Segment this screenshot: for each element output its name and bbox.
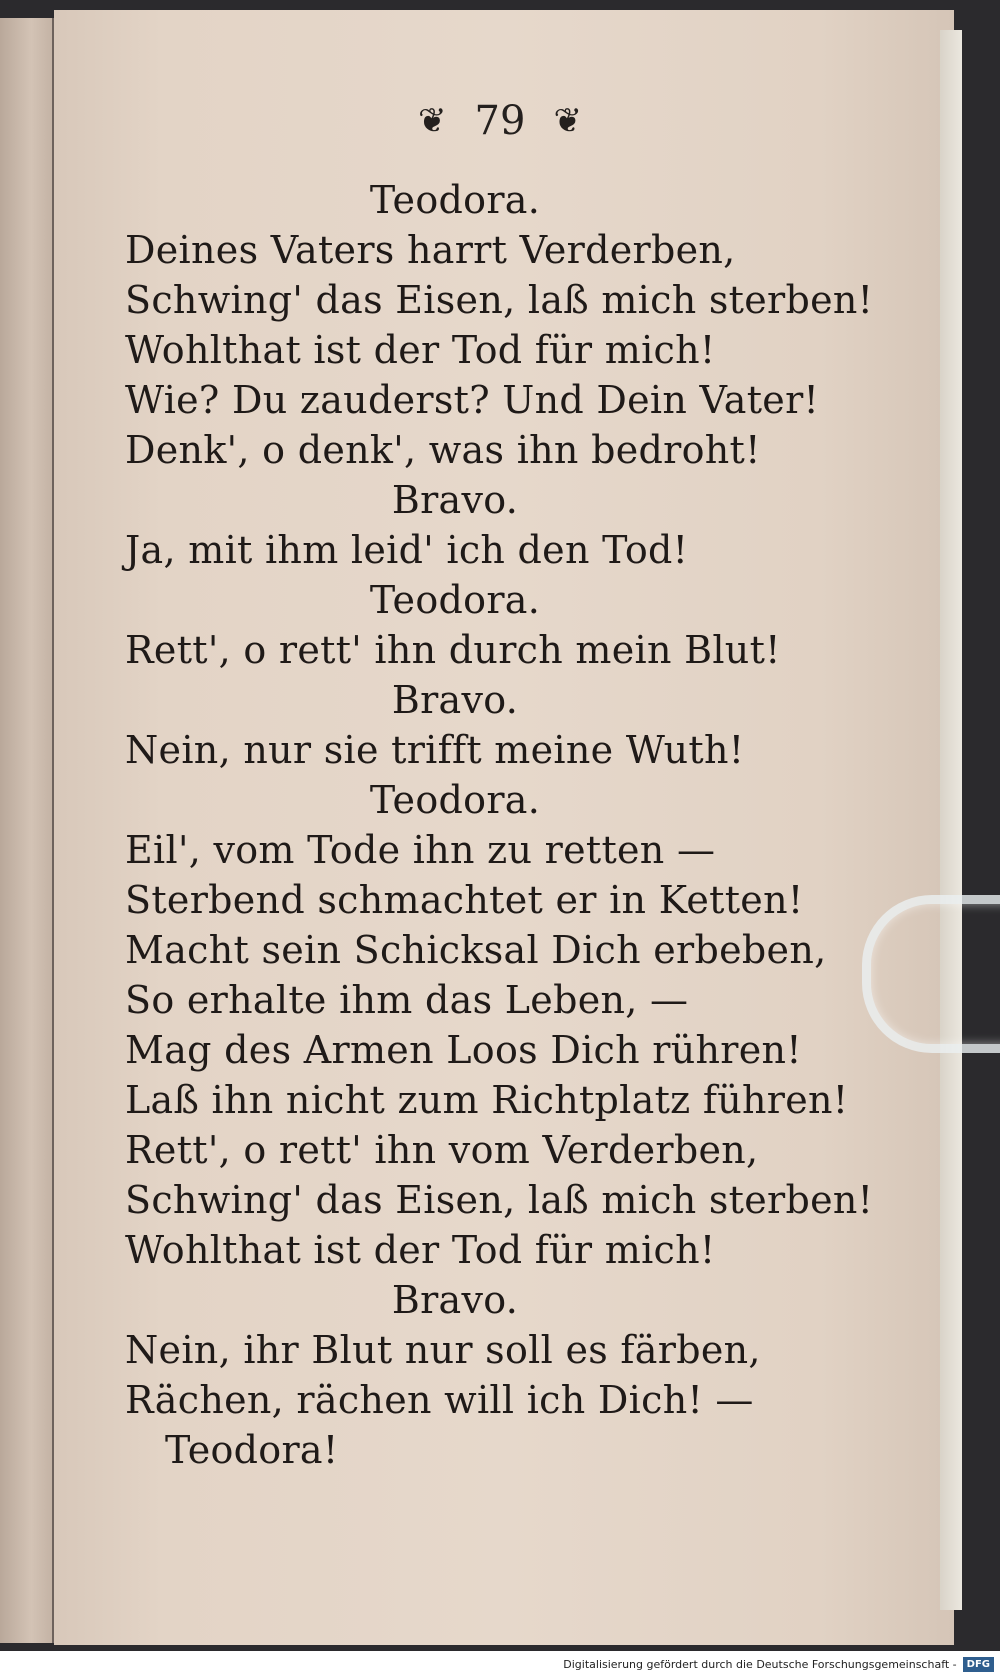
ornament-right-icon: ❦: [553, 101, 582, 141]
verse-line: Teodora!: [165, 1428, 339, 1472]
verse-line: Denk', o denk', was ihn bedroht!: [125, 428, 761, 472]
speaker-name: Bravo.: [391, 678, 519, 722]
speaker-name: Bravo.: [391, 1278, 519, 1322]
verse-line: Schwing' das Eisen, laß mich sterben!: [125, 1178, 874, 1222]
verse-line: Rett', o rett' ihn durch mein Blut!: [125, 628, 781, 672]
verse-text: [125, 175, 874, 1475]
page-number: 79: [474, 98, 526, 144]
speaker-name: Teodora.: [369, 578, 541, 622]
verse-line: Schwing' das Eisen, laß mich sterben!: [125, 278, 874, 322]
verse-line: Rächen, rächen will ich Dich! —: [125, 1378, 754, 1422]
digitization-footer: [0, 1651, 1000, 1677]
verse-line: Sterbend schmachtet er in Ketten!: [125, 878, 804, 922]
verse-line: Mag des Armen Loos Dich rühren!: [125, 1028, 802, 1072]
speaker-name: Bravo.: [391, 478, 519, 522]
verse-line: Nein, ihr Blut nur soll es färben,: [125, 1328, 761, 1372]
verse-line: Nein, nur sie trifft meine Wuth!: [125, 728, 745, 772]
page-header: [370, 96, 630, 146]
dfg-logo: DFG: [963, 1657, 994, 1672]
verse-line: Wohlthat ist der Tod für mich!: [125, 1228, 716, 1272]
ornament-left-icon: ❦: [418, 101, 447, 141]
speaker-name: Teodora.: [369, 178, 541, 222]
verse-line: Ja, mit ihm leid' ich den Tod!: [125, 528, 689, 572]
verse-line: Laß ihn nicht zum Richtplatz führen!: [125, 1078, 849, 1122]
verse-line: Macht sein Schicksal Dich erbeben,: [125, 928, 827, 972]
verse-line: Deines Vaters harrt Verderben,: [125, 228, 736, 272]
verse-line: So erhalte ihm das Leben, —: [125, 978, 689, 1022]
verse-line: Wohlthat ist der Tod für mich!: [125, 328, 716, 372]
footer-credit: Digitalisierung gefördert durch die Deutsche Forschungsgemeinschaft -: [563, 1657, 957, 1671]
page-stack-edge: [940, 30, 962, 1610]
speaker-name: Teodora.: [369, 778, 541, 822]
page-clip: [862, 895, 1000, 1053]
verse-line: Rett', o rett' ihn vom Verderben,: [125, 1128, 759, 1172]
verse-line: Wie? Du zauderst? Und Dein Vater!: [125, 378, 820, 422]
verse-line: Eil', vom Tode ihn zu retten —: [125, 828, 716, 872]
facing-page-edge: [0, 18, 54, 1643]
